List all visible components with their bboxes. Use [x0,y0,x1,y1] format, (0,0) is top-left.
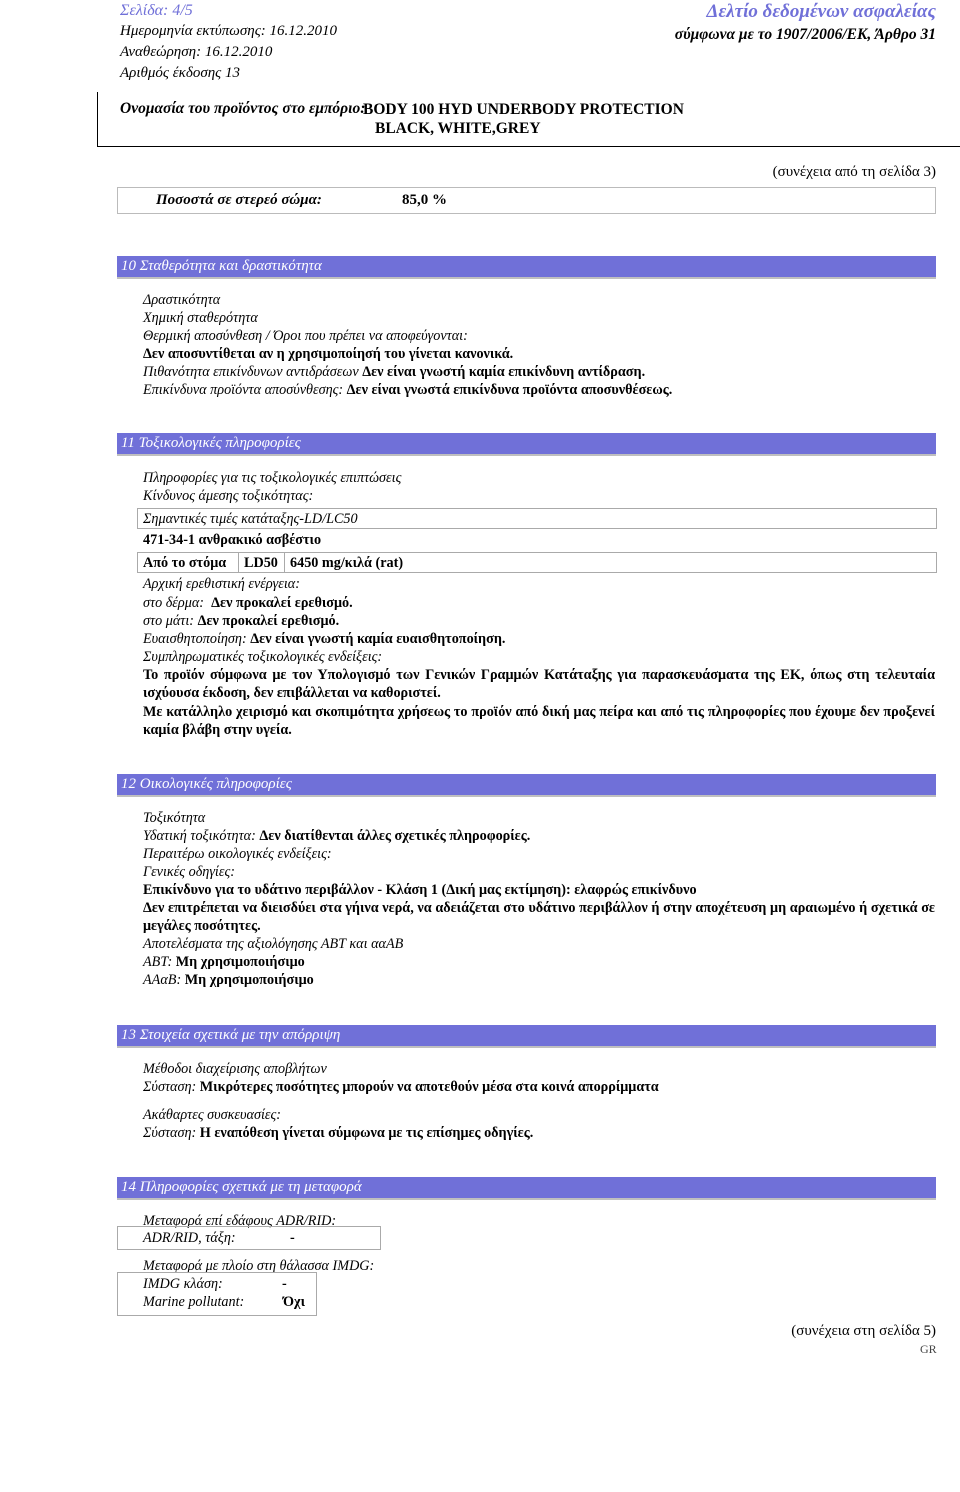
waste-recommendation-text: Μικρότερες ποσότητες μπορούν να αποτεθούν μέσα στα κοινά απορρίμματα [199,1079,659,1095]
general-notes-label: Γενικές οδηγίες: [143,864,235,880]
product-name-label: Ονομασία του προϊόντος στο εμπόριο: [120,100,366,117]
product-name-box [97,92,960,147]
ld-heading-box [137,508,937,529]
exposure-route: Από το στόμα [143,555,227,571]
imdg-class-value: - [282,1276,287,1292]
section-14-title: 14 Πληροφορίες σχετικά με τη μεταφορά [121,1179,362,1195]
print-date: Ημερομηνία εκτύπωσης: 16.12.2010 [120,23,338,39]
pbt-heading: Αποτελέσματα της αξιολόγησης ΑΒΤ και ααΑΒ [143,936,404,952]
section-12-title: 12 Οικολογικές πληροφορίες [121,776,292,792]
section-11-header [117,433,936,456]
substance-name: 471-34-1 ανθρακικό ασβέστιο [143,532,322,548]
packaging-recommendation-row [143,1124,533,1142]
additional-tox-text-1: Το προϊόν σύμφωνα με τον Υπολογισμό των Γενικών Γραμμών Κατάταξης για παρασκευάσματα της ΕΚ, όπως στη τελευταία ισχύουσα έκδοση, δεν επιβάλλεται να καθοριστεί. [143,667,935,701]
toxicity-label: Τοξικότητα [143,810,206,826]
pbt-label: ΑΒΤ: [143,954,173,970]
product-name-line1: BODY 100 HYD UNDERBODY PROTECTION [363,101,684,118]
ld-type: LD50 [244,555,278,571]
aquatic-toxicity-label: Υδατική τοξικότητα: [143,828,256,844]
thermal-decomposition-text: Δεν αποσυντίθεται αν η χρησιμοποίησή του γίνεται κανονικά. [143,346,514,362]
skin-row [143,594,353,612]
eye-row [143,612,339,630]
irritation-label: Αρχική ερεθιστική ενέργεια: [143,576,300,592]
sea-transport-label: Μεταφορά με πλοίο στη θάλασσα IMDG: [143,1258,375,1274]
product-name-value [363,100,684,138]
doc-title: Δελτίο δεδομένων ασφαλείας [706,1,936,22]
ld-value-row [137,552,937,573]
tox-effects-label: Πληροφορίες για τις τοξικολογικές επιπτώσεις [143,470,402,486]
page-label: Σελίδα: 4/5 [120,2,193,19]
water-hazard-class: Επικίνδυνο για το υδάτινο περιβάλλον - Κλάση 1 (Δική μας εκτίμηση): ελαφρώς επικίνδυνο [143,882,697,898]
additional-tox-label: Συμπληρωματικές τοξικολογικές ενδείξεις: [143,649,383,665]
doc-subtitle: σύμφωνα με το 1907/2006/ΕΚ, Άρθρο 31 [674,26,936,43]
adr-class-value: - [290,1230,295,1246]
solids-content-box [117,187,936,214]
aquatic-toxicity-text: Δεν διατίθενται άλλες σχετικές πληροφορίες. [259,828,531,844]
land-transport-label: Μεταφορά επί εδάφους ADR/RID: [143,1213,337,1229]
section-13-header [117,1025,936,1048]
sensitisation-text: Δεν είναι γνωστή καμία ευαισθητοποίηση. [250,631,506,647]
thermal-decomposition-label: Θερμική αποσύνθεση / Όροι που πρέπει να αποφεύγονται: [143,328,468,344]
continuation-to: (συνέχεια στη σελίδα 5) [791,1323,936,1339]
vpvb-label: ΑΑαΒ: [143,972,182,988]
adr-class-label: ADR/RID, τάξη: [143,1230,236,1246]
additional-tox-text-2: Με κατάλληλο χειρισμό και σκοπιμότητα χρήσεως το προϊόν από δική μας πείρα και από τις πληροφορίες που έχουμε δεν προξενεί καμία βλάβη στην υγεία. [143,704,935,738]
continuation-from: (συνέχεια από τη σελίδα 3) [772,164,936,180]
hazardous-reactions-row [143,363,645,381]
decomposition-products-text: Δεν είναι γνωστά επικίνδυνα προϊόντα αποσυνθέσεως. [346,382,673,398]
section-10-header [117,256,936,279]
reactivity-label: Δραστικότητα [143,292,221,308]
imdg-class-label: IMDG κλάση: [143,1276,223,1292]
aquatic-toxicity-row [143,827,530,845]
decomposition-products-row [143,381,672,399]
section-13-title: 13 Στοιχεία σχετικά με την απόρριψη [121,1027,341,1043]
hazardous-reactions-text: Δεν είναι γνωστή καμία επικίνδυνη αντίδραση. [362,364,646,380]
cell-divider [284,553,285,572]
section-12-header [117,774,936,797]
eye-text: Δεν προκαλεί ερεθισμό. [197,613,340,629]
skin-text: Δεν προκαλεί ερεθισμό. [211,595,353,611]
packaging-label: Ακάθαρτες συσκευασίες: [143,1107,281,1123]
pbt-text: Μη χρησιμοποιήσιμο [175,954,305,970]
waste-methods-label: Μέθοδοι διαχείρισης αποβλήτων [143,1061,327,1077]
marine-pollutant-value: Όχι [283,1294,305,1310]
product-name-line2: BLACK, WHITE,GREY [375,120,541,137]
eye-label: στο μάτι: [143,613,195,629]
chem-stability-label: Χημική σταθερότητα [143,310,258,326]
sensitisation-row [143,630,505,648]
cell-divider [238,553,239,572]
ld-heading: Σημαντικές τιμές κατάταξης-LD/LC50 [143,511,358,527]
section-11-title: 11 Τοξικολογικές πληροφορίες [121,435,301,451]
marine-pollutant-label: Marine pollutant: [143,1294,245,1310]
waste-recommendation-label: Σύσταση: [143,1079,197,1095]
section-10-title: 10 Σταθερότητα και δραστικότητα [121,258,322,274]
water-hazard-text: Δεν επιτρέπεται να διεισδύει στα γήινα νερά, να αδειάζεται στο υδάτινο περιβάλλον ή στην αποχέτευση μη αραιωμένο ή σχετικά σε μεγάλες ποσότητες. [143,900,935,934]
packaging-recommendation-text: Η εναπόθεση γίνεται σύμφωνα με τις επίσημες οδηγίες. [199,1125,534,1141]
pbt-row [143,953,305,971]
ld-value: 6450 mg/κιλά (rat) [290,555,404,571]
vpvb-row [143,971,314,989]
decomposition-products-label: Επικίνδυνα προϊόντα αποσύνθεσης: [143,382,344,398]
header-meta [120,0,337,84]
hazardous-reactions-label: Πιθανότητα επικίνδυνων αντιδράσεων [143,364,359,380]
section-14-header [117,1177,936,1200]
vpvb-text: Μη χρησιμοποιήσιμο [184,972,314,988]
further-eco-label: Περαιτέρω οικολογικές ενδείξεις: [143,846,332,862]
skin-label: στο δέρμα: [143,595,205,611]
acute-toxicity-label: Κίνδυνος άμεσης τοξικότητας: [143,488,314,504]
waste-recommendation-row [143,1078,659,1096]
sensitisation-label: Ευαισθητοποίηση: [143,631,247,647]
solids-label: Ποσοστά σε στερεό σώμα: [156,192,322,208]
version-number: Αριθμός έκδοσης 13 [120,65,241,81]
packaging-recommendation-label: Σύσταση: [143,1125,197,1141]
language-code: GR [920,1342,937,1356]
header-title-block [675,0,936,45]
revision-date: Αναθεώρηση: 16.12.2010 [120,44,273,60]
solids-value: 85,0 % [402,192,447,208]
